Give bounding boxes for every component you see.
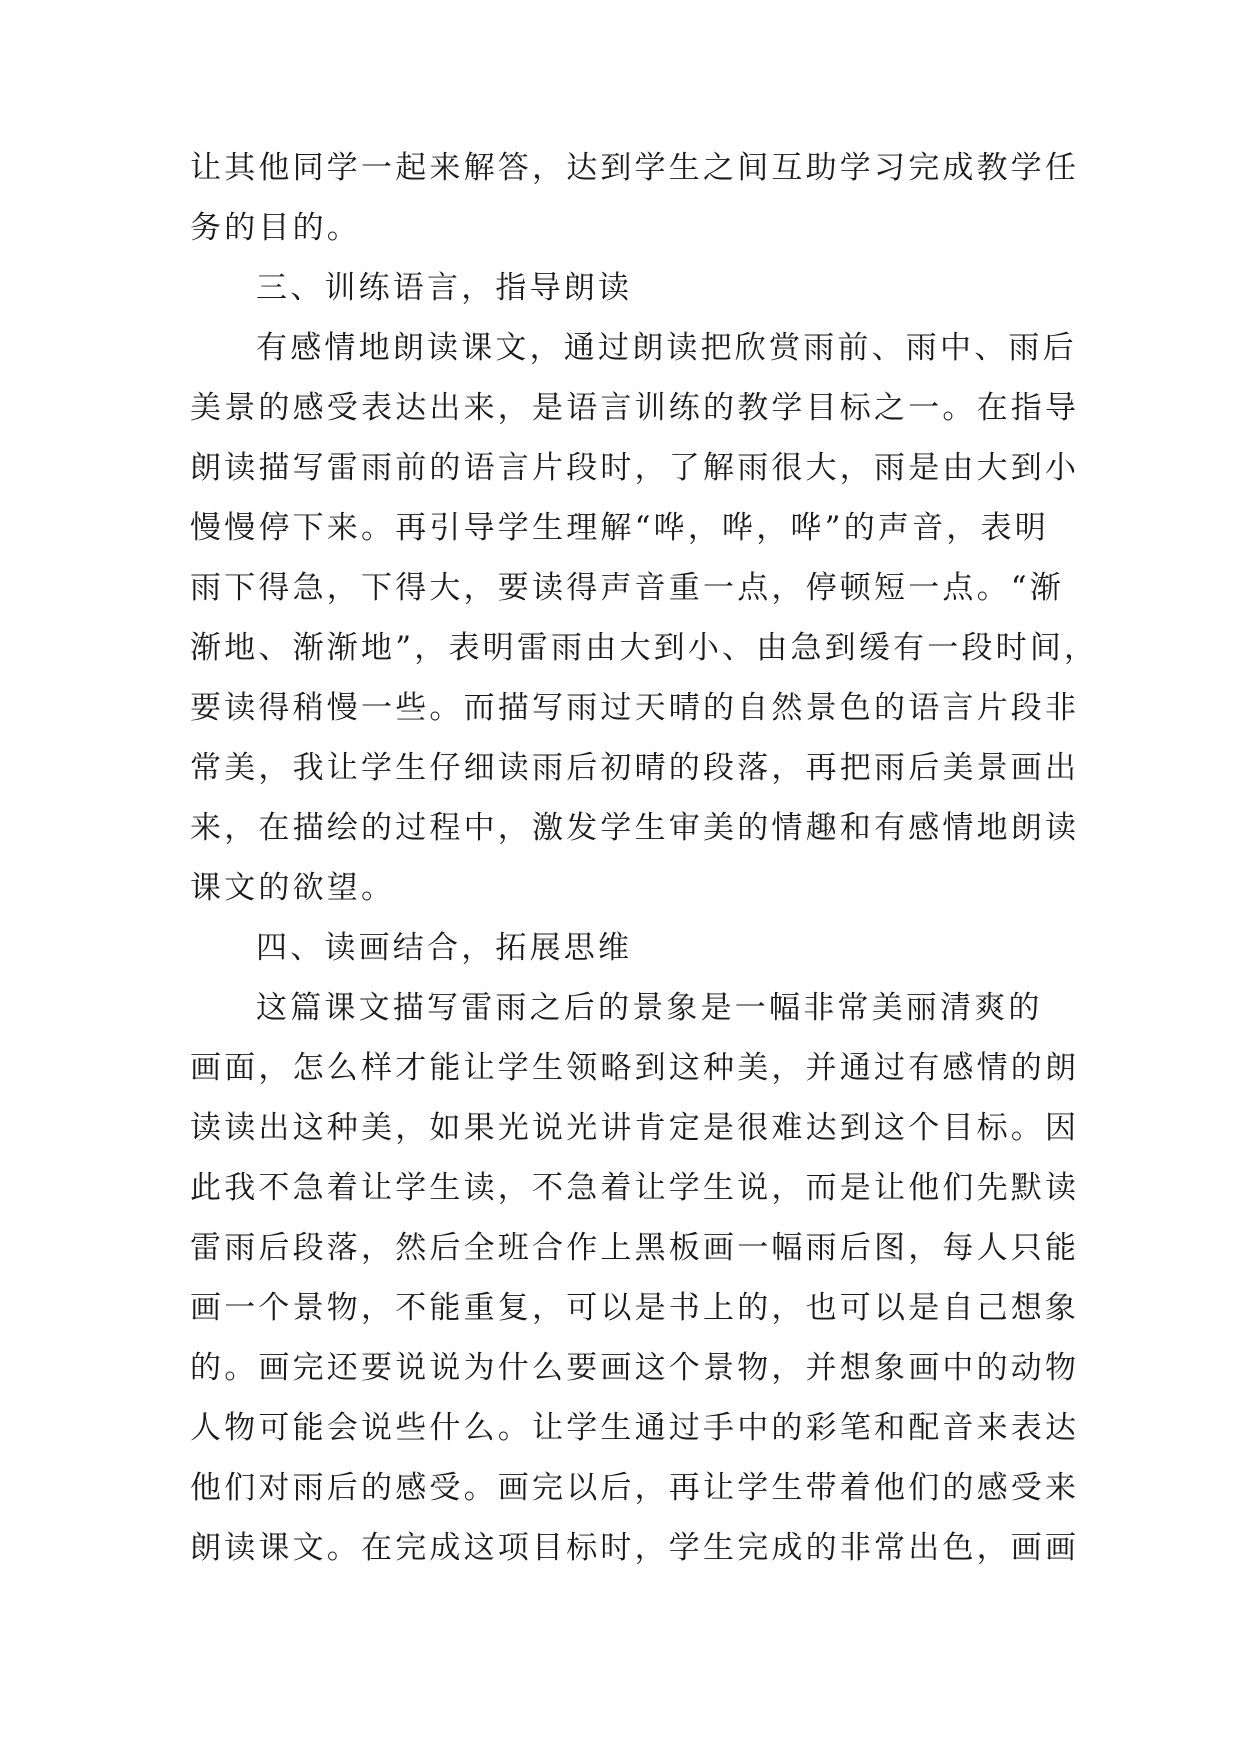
text-line: 雨下得急，下得大，要读得声音重一点，停顿短一点。“渐 — [190, 570, 1065, 606]
section-heading: 四、读画结合，拓展思维 — [256, 930, 633, 966]
text-line: 雷雨后段落，然后全班合作上黑板画一幅雨后图，每人只能 — [190, 1230, 1080, 1266]
text-line: 的。画完还要说说为什么要画这个景物，并想象画中的动物 — [190, 1350, 1080, 1386]
text-line: 美景的感受表达出来，是语言训练的教学目标之一。在指导 — [190, 390, 1080, 426]
text-line: 务的目的。 — [190, 210, 361, 246]
text-line: 渐地、渐渐地”，表明雷雨由大到小、由急到缓有一段时间， — [190, 630, 1099, 666]
text-line: 课文的欲望。 — [190, 870, 396, 906]
text-line: 有感情地朗读课文，通过朗读把欣赏雨前、雨中、雨后 — [256, 330, 1077, 366]
text-line: 人物可能会说些什么。让学生通过手中的彩笔和配音来表达 — [190, 1410, 1080, 1446]
text-line: 要读得稍慢一些。而描写雨过天晴的自然景色的语言片段非 — [190, 690, 1080, 726]
text-line: 朗读描写雷雨前的语言片段时，了解雨很大，雨是由大到小 — [190, 450, 1080, 486]
text-line: 这篇课文描写雷雨之后的景象是一幅非常美丽清爽的 — [256, 990, 1043, 1026]
text-line: 他们对雨后的感受。画完以后，再让学生带着他们的感受来 — [190, 1470, 1080, 1506]
text-line: 朗读课文。在完成这项目标时，学生完成的非常出色，画画 — [190, 1530, 1080, 1566]
text-line: 慢慢停下来。再引导学生理解“哗，哗，哗”的声音，表明 — [190, 510, 1049, 546]
text-line: 画面，怎么样才能让学生领略到这种美，并通过有感情的朗 — [190, 1050, 1080, 1086]
text-line: 来，在描绘的过程中，激发学生审美的情趣和有感情地朗读 — [190, 810, 1080, 846]
text-line: 让其他同学一起来解答，达到学生之间互助学习完成教学任 — [190, 150, 1080, 186]
text-line: 此我不急着让学生读，不急着让学生说，而是让他们先默读 — [190, 1170, 1080, 1206]
section-heading: 三、训练语言，指导朗读 — [256, 270, 633, 306]
text-line: 常美，我让学生仔细读雨后初晴的段落，再把雨后美景画出 — [190, 750, 1080, 786]
text-line: 读读出这种美，如果光说光讲肯定是很难达到这个目标。因 — [190, 1110, 1080, 1146]
text-line: 画一个景物，不能重复，可以是书上的，也可以是自己想象 — [190, 1290, 1080, 1326]
